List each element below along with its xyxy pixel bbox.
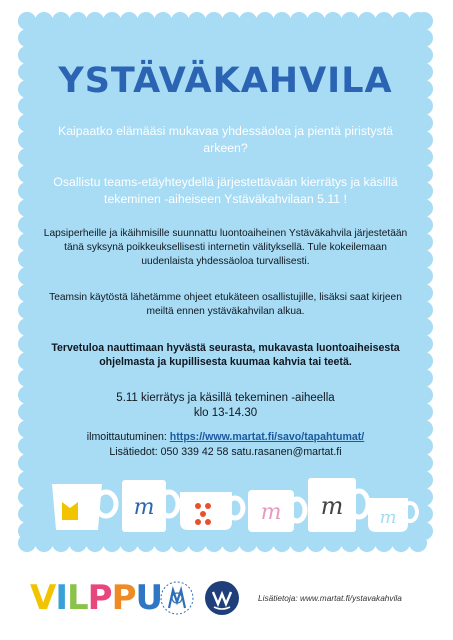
coffee-cup-icon xyxy=(180,492,243,530)
round-emblem-icon xyxy=(204,580,240,616)
coffee-cup-icon xyxy=(122,480,178,532)
svg-text:m: m xyxy=(133,495,155,520)
svg-text:m: m xyxy=(320,492,344,520)
invite-text: Osallistu teams-etäyhteydellä järjestettävään kierrätys ja käsillä tekeminen -aiheiseen Ystäväkahvilaan 5.11 ! xyxy=(53,175,398,206)
martat-logo-icon xyxy=(158,578,196,622)
signup-link[interactable]: https://www.martat.fi/savo/tapahtumat/ xyxy=(169,431,365,443)
vilppu-logo xyxy=(30,578,162,618)
svg-text:m: m xyxy=(379,507,397,528)
event-topic: 5.11 kierrätys ja käsillä tekeminen -aiheella xyxy=(116,392,335,404)
vilppu-letter: P xyxy=(87,578,112,618)
poster xyxy=(18,12,433,552)
svg-text:m: m xyxy=(260,500,282,525)
vilppu-letter: V xyxy=(30,578,56,618)
vilppu-letter: P xyxy=(111,578,136,618)
lead-question: Kaipaatko elämääsi mukavaa yhdessäoloa ja pientä piristystä arkeen? xyxy=(58,124,393,155)
coffee-cup-icon xyxy=(308,478,368,532)
teams-instructions-paragraph: Teamsin käytöstä lähetämme ohjeet etukäteen osallistujille, lisäksi saat kirjeen meiltä ennen ystäväkahvilan alkua. xyxy=(49,292,402,317)
event-details xyxy=(38,391,413,421)
coffee-cup-icon xyxy=(52,484,116,530)
more-info-text: Lisätietoja: www.martat.fi/ystavakahvila xyxy=(258,593,402,603)
footer xyxy=(0,560,453,640)
vilppu-letter: L xyxy=(66,578,88,618)
coffee-cup-icon xyxy=(248,490,305,532)
event-time: klo 13-14.30 xyxy=(193,407,258,419)
coffee-cups-illustration xyxy=(18,474,433,544)
vilppu-letter: U xyxy=(135,578,163,618)
signup-label: ilmoittautuminen: xyxy=(86,431,170,443)
contact-block xyxy=(28,430,423,460)
vilppu-letter: I xyxy=(55,578,67,618)
description-paragraph: Lapsiperheille ja ikäihmisille suunnattu luontoaiheinen Ystäväkahvila järjestetään tänä syksynä poikkeuksellisesti internetin välityksellä. Tule kokeilemaan uudenlaista yhdessäoloa turvallisesti. xyxy=(43,228,408,267)
contact-info: Lisätiedot: 050 339 42 58 satu.rasanen@martat.fi xyxy=(109,446,342,458)
poster-title: YSTÄVÄKAHVILA xyxy=(58,61,393,101)
signup-line xyxy=(28,430,423,445)
welcome-paragraph: Tervetuloa nauttimaan hyvästä seurasta, mukavasta luontoaiheisesta ohjelmasta ja kupillisesta kuumaa kahvia tai teetä. xyxy=(51,342,400,368)
coffee-cup-icon xyxy=(368,498,417,532)
